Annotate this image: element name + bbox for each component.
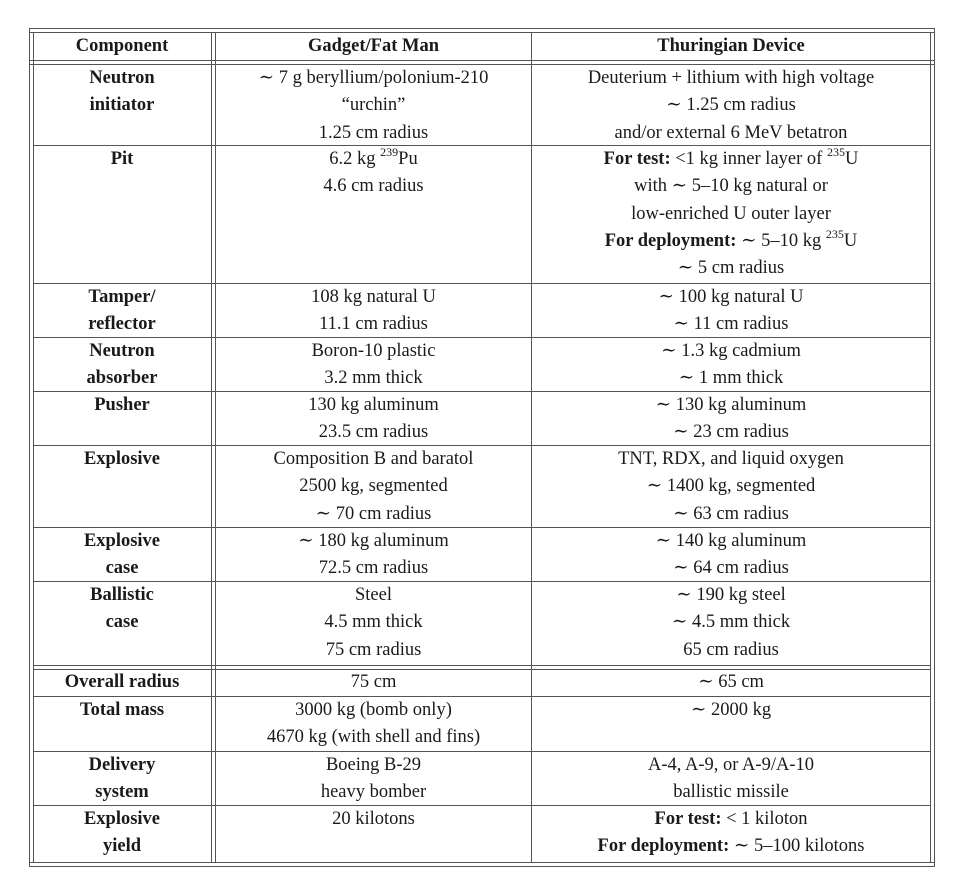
cell-line: ∼ 23 cm radius	[673, 422, 789, 443]
cell-line: A-4, A-9, or A-9/A-10	[648, 755, 814, 775]
gadget-cell	[216, 284, 531, 338]
cell-line: ∼ 190 kg steel	[676, 585, 786, 605]
component-label: Neutron	[89, 341, 155, 361]
cell-line	[216, 146, 531, 173]
line-text: <1 kg inner layer of	[670, 149, 827, 169]
header-thuringian: Thuringian Device	[657, 36, 805, 56]
component-label: Delivery	[88, 755, 156, 775]
component-cell	[33, 446, 211, 528]
component-cell	[33, 65, 211, 146]
cell-line: heavy bomber	[320, 782, 427, 803]
component-label: Overall radius	[64, 672, 180, 692]
cell-line: ∼ 140 kg aluminum	[655, 531, 807, 551]
line-text: ∼ 5–100 kilotons	[729, 836, 865, 857]
cell-line: 130 kg aluminum	[308, 395, 439, 415]
cell-line: low-enriched U outer layer	[631, 203, 831, 224]
col2-divider	[531, 32, 532, 862]
header-gadget: Gadget/Fat Man	[307, 36, 440, 56]
cell-line	[532, 833, 930, 860]
component-label: yield	[102, 836, 142, 857]
cell-line: 23.5 cm radius	[318, 422, 429, 443]
component-label: reflector	[88, 314, 156, 335]
col1-divider-b	[215, 32, 216, 862]
gadget-cell	[216, 146, 531, 284]
cell-line: 75 cm	[350, 672, 397, 692]
cell-line: Deuterium + lithium with high voltage	[587, 68, 875, 88]
cell-line: 72.5 cm radius	[318, 558, 429, 579]
thuringian-cell	[532, 582, 930, 665]
line-text: 6.2 kg	[329, 149, 381, 169]
cell-line: Boron-10 plastic	[311, 341, 436, 361]
cell-line: 4.5 mm thick	[324, 612, 423, 633]
thuringian-cell	[532, 752, 930, 806]
line-text: ∼ 5–10 kg	[736, 230, 826, 251]
component-label: system	[95, 782, 149, 803]
cell-line: ∼ 1400 kg, segmented	[646, 476, 816, 497]
cell-line: ∼ 1.3 kg cadmium	[661, 341, 801, 361]
gadget-cell	[216, 582, 531, 665]
element-symbol: Pu	[398, 149, 418, 169]
cell-line: 20 kilotons	[332, 809, 415, 829]
component-label: Total mass	[79, 700, 165, 720]
thuringian-cell	[532, 392, 930, 446]
thuringian-cell	[532, 806, 930, 862]
component-label: case	[105, 612, 139, 633]
cell-line: 65 cm radius	[683, 639, 779, 660]
cell-line: ∼ 1 mm thick	[678, 368, 784, 389]
cell-line	[532, 806, 930, 833]
left-border-outer	[29, 28, 30, 866]
component-label: Neutron	[89, 68, 155, 88]
gadget-cell	[216, 446, 531, 528]
table-row	[29, 697, 935, 752]
gadget-cell	[216, 806, 531, 862]
component-label: Tamper/	[88, 287, 156, 307]
cell-line: TNT, RDX, and liquid oxygen	[618, 449, 844, 469]
table-row	[29, 338, 935, 392]
header-rule	[29, 60, 935, 61]
thuringian-cell	[532, 338, 930, 392]
table-row	[29, 582, 935, 665]
component-label: Explosive	[83, 809, 161, 829]
cell-line: 75 cm radius	[325, 639, 422, 660]
table-row	[29, 528, 935, 582]
cell-line: ∼ 11 cm radius	[673, 314, 789, 335]
cell-line: ∼ 4.5 mm thick	[671, 612, 791, 633]
gadget-cell	[216, 528, 531, 582]
cell-line: 2500 kg, segmented	[299, 476, 448, 497]
cell-line: 3.2 mm thick	[324, 368, 423, 389]
cell-line: ∼ 63 cm radius	[673, 503, 789, 524]
thuringian-cell	[532, 65, 930, 146]
component-cell	[33, 284, 211, 338]
line-text: < 1 kiloton	[721, 809, 808, 829]
thuringian-cell	[532, 669, 930, 697]
component-cell	[33, 697, 211, 752]
cell-line: 3000 kg (bomb only)	[295, 700, 452, 720]
right-border-inner	[930, 32, 931, 862]
isotope-mass-number: 235	[826, 144, 845, 159]
thuringian-cell	[532, 146, 930, 284]
cell-line: ∼ 64 cm radius	[673, 558, 789, 579]
cell-line: ∼ 2000 kg	[690, 700, 772, 720]
table-row	[29, 284, 935, 338]
cell-line: “urchin”	[341, 95, 406, 116]
element-symbol: U	[843, 230, 858, 251]
cell-line	[532, 228, 930, 255]
cell-line: ∼ 7 g beryllium/polonium-210	[258, 68, 489, 88]
top-rule	[29, 28, 935, 29]
cell-line: ∼ 70 cm radius	[315, 503, 432, 524]
component-label: initiator	[89, 95, 155, 116]
component-cell	[33, 338, 211, 392]
right-border-outer	[934, 28, 935, 866]
table-row	[29, 146, 935, 284]
thuringian-cell	[532, 446, 930, 528]
bottom-rule-inner	[29, 862, 935, 863]
table-row	[29, 669, 935, 697]
gadget-cell	[216, 669, 531, 697]
table-row	[29, 392, 935, 446]
cell-line: 11.1 cm radius	[319, 314, 428, 335]
cell-line: Steel	[355, 585, 392, 605]
gadget-cell	[216, 338, 531, 392]
bold-label: For test:	[603, 149, 671, 169]
thuringian-cell	[532, 697, 930, 752]
gadget-cell	[216, 697, 531, 752]
thuringian-cell	[532, 284, 930, 338]
isotope-mass-number: 239	[380, 144, 399, 159]
component-label: Pit	[110, 149, 134, 169]
gadget-cell	[216, 752, 531, 806]
left-border-inner	[33, 32, 34, 862]
cell-line: with ∼ 5–10 kg natural or	[634, 176, 828, 197]
component-cell	[33, 669, 211, 697]
cell-line: ∼ 100 kg natural U	[658, 287, 804, 307]
component-label: case	[105, 558, 139, 579]
table-row	[29, 446, 935, 528]
bold-label: For deployment:	[604, 230, 737, 251]
bold-label: For test:	[654, 809, 722, 829]
cell-line: ∼ 1.25 cm radius	[666, 95, 796, 116]
cell-line: 1.25 cm radius	[318, 122, 429, 143]
section-rule	[33, 665, 931, 666]
table-row	[29, 65, 935, 146]
cell-line: 4.6 cm radius	[323, 176, 424, 197]
table-row	[29, 806, 935, 862]
bold-label: For deployment:	[597, 836, 730, 857]
cell-line: ∼ 5 cm radius	[677, 258, 785, 279]
cell-line: 4670 kg (with shell and fins)	[266, 727, 481, 748]
cell-line: 108 kg natural U	[311, 287, 436, 307]
component-label: absorber	[86, 368, 158, 389]
component-label: Ballistic	[90, 585, 154, 605]
cell-line: ∼ 180 kg aluminum	[298, 531, 449, 551]
component-cell	[33, 806, 211, 862]
gadget-cell	[216, 392, 531, 446]
bottom-rule	[29, 866, 935, 867]
component-cell	[33, 528, 211, 582]
header-component: Component	[75, 36, 169, 56]
thuringian-cell	[532, 528, 930, 582]
isotope-mass-number: 235	[825, 226, 844, 241]
cell-line: Boeing B-29	[325, 755, 422, 775]
cell-line: ballistic missile	[673, 782, 789, 803]
table-row	[29, 752, 935, 806]
header-row	[29, 33, 935, 60]
component-label: Explosive	[83, 531, 161, 551]
component-label: Explosive	[83, 449, 161, 469]
component-label: Pusher	[94, 395, 150, 415]
cell-line: ∼ 130 kg aluminum	[655, 395, 807, 415]
cell-line: and/or external 6 MeV betatron	[614, 122, 848, 143]
gadget-cell	[216, 65, 531, 146]
component-cell	[33, 392, 211, 446]
col1-divider-a	[211, 32, 212, 862]
cell-line: ∼ 65 cm	[698, 672, 764, 692]
element-symbol: U	[844, 149, 859, 169]
component-cell	[33, 146, 211, 284]
component-cell	[33, 752, 211, 806]
component-cell	[33, 582, 211, 665]
cell-line	[532, 146, 930, 173]
cell-line: Composition B and baratol	[273, 449, 474, 469]
